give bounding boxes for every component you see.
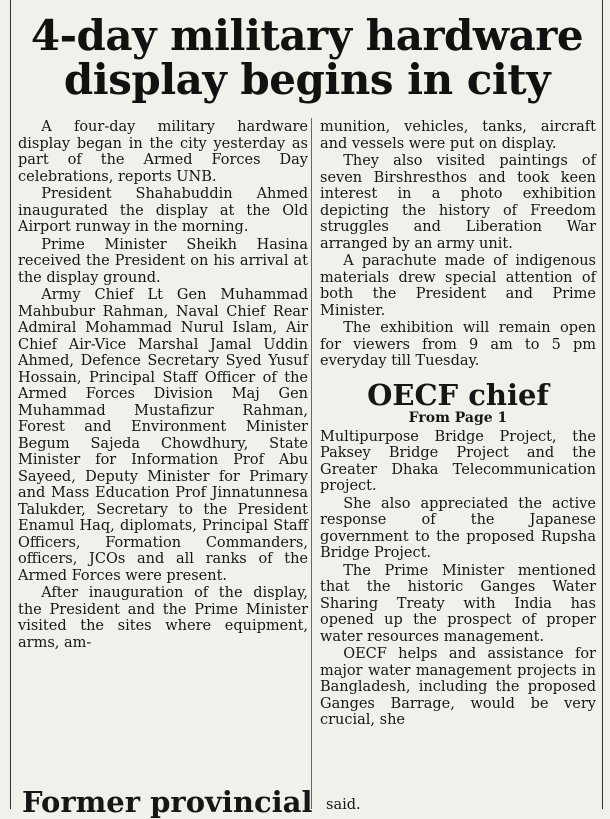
oecf-paragraph-1: Multipurpose Bridge Project, the Paksey Bridge Project and the Greater Dhaka Telecommunication project.: [320, 428, 596, 494]
oecf-chief-headline: OECF chief: [367, 377, 549, 412]
oecf-paragraph-2: She also appreciated the active response of the Japanese government to the proposed Rupsha Bridge Project.: [320, 495, 596, 561]
article-paragraph-8: The exhibition will remain open for viewers from 9 am to 5 pm everyday till Tuesday.: [320, 320, 596, 369]
jump-line: From Page 1: [408, 409, 508, 426]
oecf-paragraph-4: OECF helps and assistance for major water management projects in Bangladesh, including the proposed Ganges Barrage, would be very crucial, she: [320, 646, 596, 728]
oecf-cutoff-line: said.: [326, 797, 361, 813]
article-headline: 4-day military hardware display begins in city: [30, 11, 584, 104]
article-paragraph-6: They also visited paintings of seven Birshresthos and took keen interest in a photo exhibition depicting the history of Freedom struggles and Liberation War arranged by an army unit.: [320, 153, 596, 252]
article-paragraph-2: President Shahabuddin Ahmed inaugurated the display at the Old Airport runway in the morning.: [18, 186, 308, 235]
next-article-headline: Former provincial: [22, 785, 313, 819]
left-column: [18, 119, 308, 652]
right-column: [320, 119, 596, 730]
page-border-right: [602, 0, 603, 809]
article-paragraph-5: After inauguration of the display, the President and the Prime Minister visited the sites where equipment, arms, am-: [18, 585, 308, 651]
article-paragraph-4: Army Chief Lt Gen Muhammad Mahbubur Rahman, Naval Chief Rear Admiral Mohammad Nurul Islam, Air Chief Air-Vice Marshal Jamal Uddin Ahmed, Defence Secretary Syed Yusuf Hossain, Principal Staff Officer of the Armed Forces Division Maj Gen Muhammad Mustafizur Rahman, Forest and Environment Minister Begum Sajeda Chowdhury, State Minister for Information Prof Abu Sayeed, Deputy Minister for Primary and Mass Education Prof Jinnatunnesa Talukder, Secretary to the President Enamul Haq, diplomats, Principal Staff Officers, Formation Commanders, officers, JCOs and all ranks of the Armed Forces were present.: [18, 287, 308, 584]
oecf-paragraph-3: The Prime Minister mentioned that the historic Ganges Water Sharing Treaty with India has opened up the prospect of proper water resources management.: [320, 562, 596, 645]
article-paragraph-1: A four-day military hardware display began in the city yesterday as part of the Armed Forces Day celebrations, reports UNB.: [18, 119, 308, 185]
page-border-left: [10, 0, 11, 809]
article-paragraph-3: Prime Minister Sheikh Hasina received the President on his arrival at the display ground.: [18, 236, 308, 286]
article-paragraph-7: A parachute made of indigenous materials drew special attention of both the President and Prime Minister.: [320, 253, 596, 319]
article-continuation: munition, vehicles, tanks, aircraft and vessels were put on display.: [320, 119, 596, 152]
column-divider: [311, 118, 312, 809]
